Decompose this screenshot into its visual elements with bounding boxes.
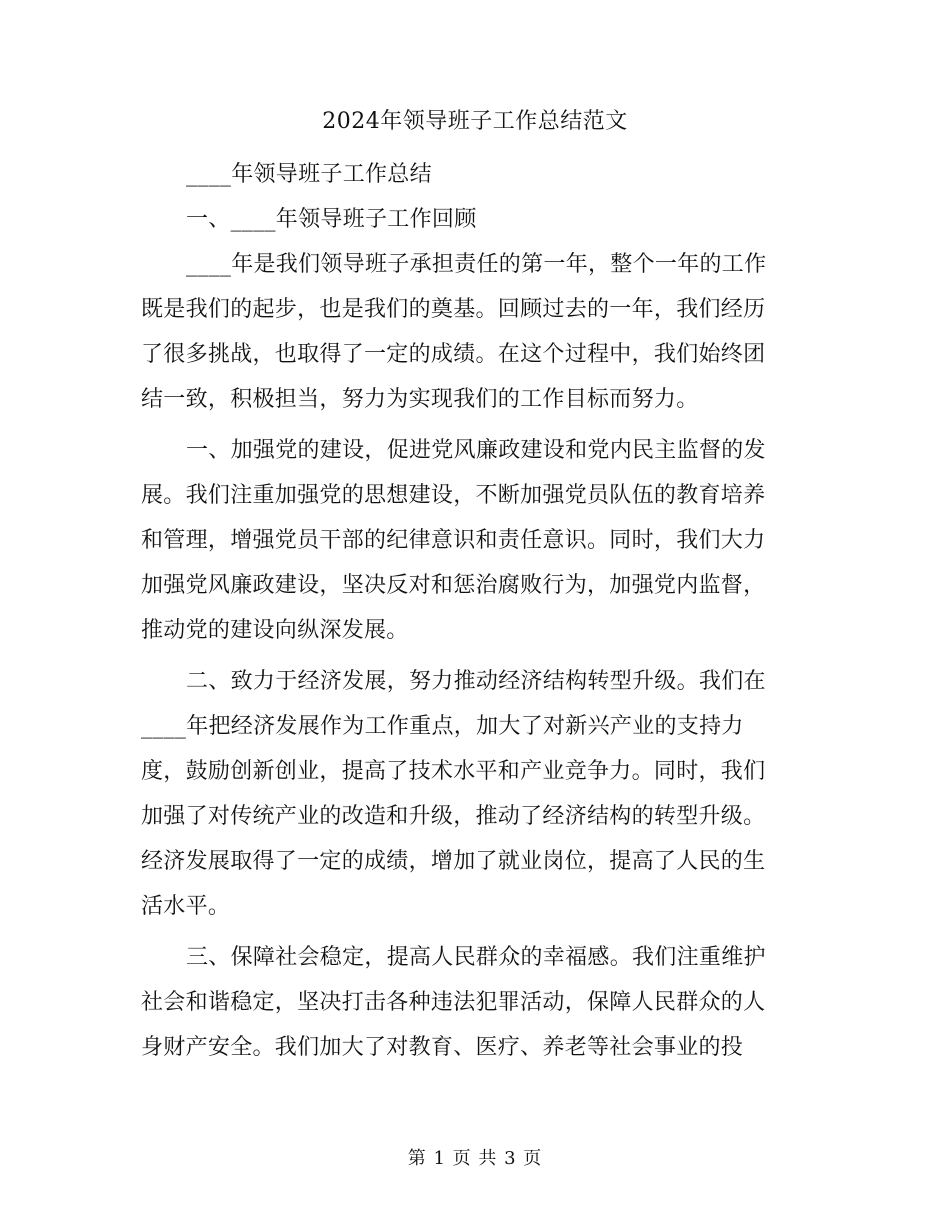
- page-number: 第 1 页 共 3 页: [407, 1148, 543, 1169]
- paragraph-line: 结一致，积极担当，努力为实现我们的工作目标而努力。: [141, 387, 699, 412]
- paragraph-line: 一、加强党的建设，促进党风廉政建设和党内民主监督的发: [186, 438, 766, 463]
- paragraph-line: 加强了对传统产业的改造和升级，推动了经济结构的转型升级。: [141, 804, 766, 829]
- paragraph-line: 加强党风廉政建设，坚决反对和惩治腐败行为，加强党内监督，: [141, 573, 766, 598]
- paragraph-line: 二、致力于经济发展，努力推动经济结构转型升级。我们在: [186, 669, 766, 694]
- document-title: 2024年领导班子工作总结范文: [322, 109, 628, 134]
- paragraph-line: 身财产安全。我们加大了对教育、医疗、养老等社会事业的投: [141, 1035, 744, 1060]
- paragraph-line: ____年是我们领导班子承担责任的第一年，整个一年的工作: [186, 252, 767, 277]
- paragraph-line: 度，鼓励创新创业，提高了技术水平和产业竞争力。同时，我们: [141, 759, 766, 784]
- paragraph-line: 经济发展取得了一定的成绩，增加了就业岗位，提高了人民的生: [141, 849, 766, 874]
- paragraph-line: 和管理，增强党员干部的纪律意识和责任意识。同时，我们大力: [141, 528, 766, 553]
- paragraph-line: 推动党的建设向纵深发展。: [141, 618, 409, 643]
- paragraph-line: 活水平。: [141, 894, 231, 919]
- paragraph-line: ____年把经济发展作为工作重点，加大了对新兴产业的支持力: [141, 714, 744, 739]
- paragraph-line: 了很多挑战，也取得了一定的成绩。在这个过程中，我们始终团: [141, 342, 766, 367]
- section-heading: ____年领导班子工作总结: [186, 162, 432, 187]
- paragraph-line: 社会和谐稳定，坚决打击各种违法犯罪活动，保障人民群众的人: [141, 990, 766, 1015]
- paragraph-line: 既是我们的起步，也是我们的奠基。回顾过去的一年，我们经历: [141, 297, 766, 322]
- subsection-heading: 一、____年领导班子工作回顾: [186, 207, 477, 232]
- document-body: [141, 152, 797, 1070]
- paragraph-line: 三、保障社会稳定，提高人民群众的幸福感。我们注重维护: [186, 945, 766, 970]
- paragraph-line: 展。我们注重加强党的思想建设，不断加强党员队伍的教育培养: [141, 483, 766, 508]
